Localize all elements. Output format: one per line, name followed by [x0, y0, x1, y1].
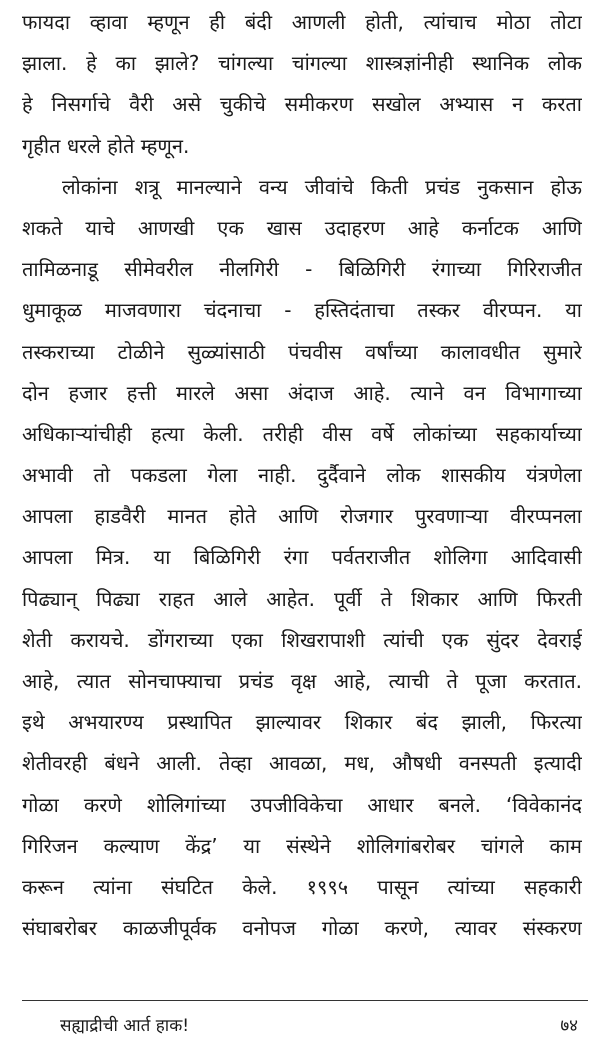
text-line: करून त्यांना संघटित केले. १९९५ पासून त्यांच्या सहकारी [22, 874, 582, 899]
text-line: तामिळनाडू सीमेवरील नीलगिरी - बिळिगिरी रंगाच्या गिरिराजीत [22, 257, 582, 282]
text-line: धुमाकूळ माजवणारा चंदनाचा - हस्तिदंताचा तस्कर वीरप्पन. या [22, 298, 582, 323]
page-number: ७४ [560, 1016, 578, 1036]
text-line: तस्कराच्या टोळीने सुळ्यांसाठी पंचवीस वर्षांच्या कालावधीत सुमारे [22, 339, 582, 364]
text-line: गोळा करणे शोलिगांच्या उपजीविकेचा आधार बनले. ‘विवेकानंद [22, 792, 582, 817]
text-line: आपला हाडवैरी मानत होते आणि रोजगार पुरवणाऱ्या वीरप्पनला [22, 504, 582, 529]
footer-divider [22, 1000, 588, 1001]
text-line: इथे अभयारण्य प्रस्थापित झाल्यावर शिकार बंद झाली, फिरत्या [22, 710, 582, 735]
text-line: शेती करायचे. डोंगराच्या एका शिखरापाशी त्यांची एक सुंदर देवराई [22, 627, 582, 652]
text-line: हे निसर्गाचे वैरी असे चुकीचे समीकरण सखोल अभ्यास न करता [22, 92, 582, 117]
text-line: फायदा व्हावा म्हणून ही बंदी आणली होती, त्यांचाच मोठा तोटा [22, 10, 582, 34]
text-line: शेतीवरही बंधने आली. तेव्हा आवळा, मध, औषधी वनस्पती इत्यादी [22, 751, 582, 776]
paragraph-2 [22, 167, 582, 950]
text-line: गिरिजन कल्याण केंद्र’ या संस्थेने शोलिगांबरोबर चांगले काम [22, 833, 582, 858]
text-line: संघाबरोबर काळजीपूर्वक वनोपज गोळा करणे, त्यावर संस्करण [22, 916, 582, 941]
text-line: गृहीत धरले होते म्हणून. [22, 133, 190, 158]
body-text [22, 2, 582, 949]
text-line: पिढ्यान् पिढ्या राहत आले आहेत. पूर्वी ते शिकार आणि फिरती [22, 586, 582, 611]
text-line: अधिकाऱ्यांचीही हत्या केली. तरीही वीस वर्षे लोकांच्या सहकार्याच्या [22, 421, 582, 446]
text-line: अभावी तो पकडला गेला नाही. दुर्दैवाने लोक शासकीय यंत्रणेला [22, 463, 582, 488]
running-footer-title: सह्याद्रीची आर्त हाक! [60, 1016, 190, 1036]
text-line: दोन हजार हत्ती मारले असा अंदाज आहे. त्याने वन विभागाच्या [22, 380, 582, 405]
text-line: आपला मित्र. या बिळिगिरी रंगा पर्वतराजीत शोलिगा आदिवासी [22, 545, 582, 570]
text-line: लोकांना शत्रू मानल्याने वन्य जीवांचे किती प्रचंड नुकसान होऊ [62, 174, 582, 199]
text-line: आहे, त्यात सोनचाफ्याचा प्रचंड वृक्ष आहे, त्याची ते पूजा करतात. [22, 669, 582, 693]
text-line: झाला. हे का झाले? चांगल्या चांगल्या शास्त्रज्ञांनीही स्थानिक लोक [22, 51, 582, 76]
paragraph-1 [22, 2, 582, 167]
text-line: शकते याचे आणखी एक खास उदाहरण आहे कर्नाटक आणि [22, 215, 582, 240]
